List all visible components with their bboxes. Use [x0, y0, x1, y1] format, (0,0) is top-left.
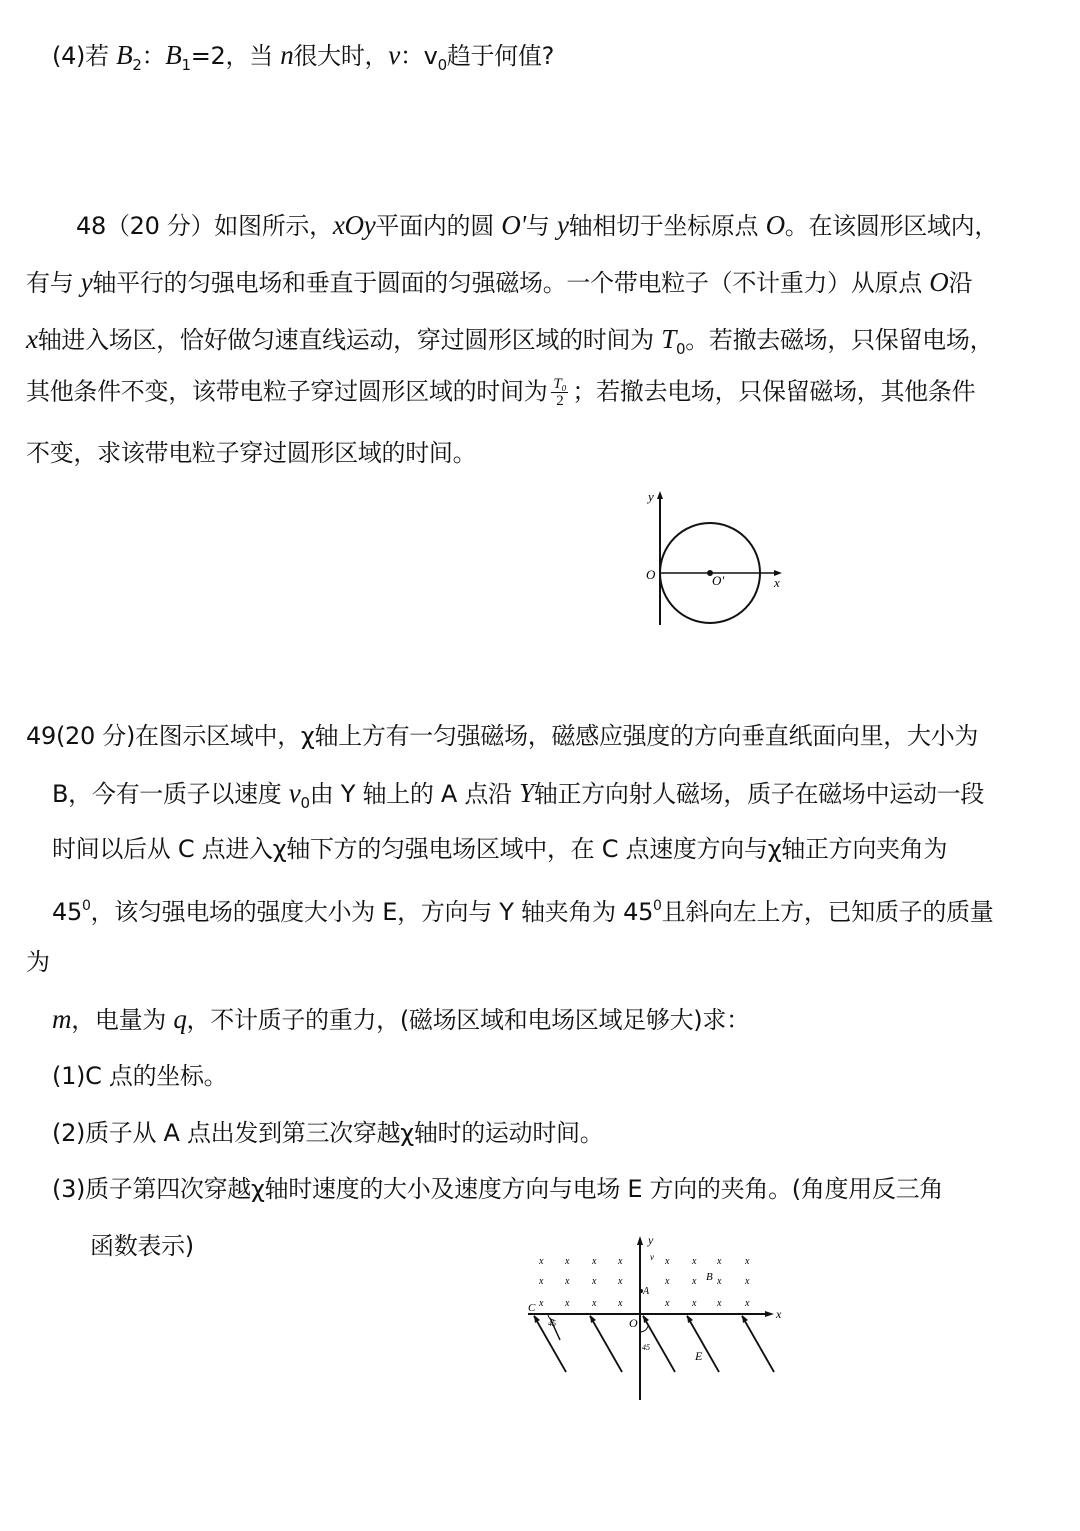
math-variable: m — [52, 1004, 72, 1034]
math-variable: B — [165, 40, 182, 70]
o-label: O — [629, 1316, 638, 1330]
text-line — [90, 1231, 194, 1261]
y-arrow-icon — [657, 491, 663, 499]
magnetic-field-mark: x — [539, 1298, 544, 1309]
text-segment: (3)质子第四次穿越χ轴时速度的大小及速度方向与电场 E 方向的夹角。(角度用反三角 — [52, 1175, 944, 1203]
text-line — [52, 891, 993, 927]
electric-field-line — [742, 1316, 774, 1372]
text-segment: 函数表示) — [90, 1232, 194, 1260]
text-segment: 轴相切于坐标原点 — [568, 212, 766, 240]
text-line — [52, 1174, 943, 1204]
text-line — [52, 778, 984, 818]
text-segment: =2，当 — [190, 42, 281, 70]
text-segment: 48（20 分）如图所示， — [76, 212, 333, 240]
magnetic-field-mark: x — [565, 1276, 570, 1287]
math-variable: Y — [519, 778, 534, 808]
subscript: 0 — [300, 794, 310, 812]
magnetic-field-mark: x — [717, 1298, 722, 1309]
magnetic-field-mark: x — [692, 1256, 697, 1267]
text-segment: ：v — [399, 42, 438, 70]
text-segment: ，该匀强电场的强度大小为 E，方向与 Y 轴夹角为 45 — [90, 898, 654, 926]
math-variable: T — [661, 324, 676, 354]
angle-o-label: 45 — [642, 1343, 650, 1352]
magnetic-field-mark: x — [539, 1256, 544, 1267]
y-label: y — [648, 1233, 654, 1247]
magnetic-field-mark: x — [745, 1276, 750, 1287]
text-segment: 时间以后从 C 点进入χ轴下方的匀强电场区域中，在 C 点速度方向与χ轴正方向夹角为 — [52, 835, 948, 863]
text-segment: 为 — [26, 948, 50, 976]
y-label: y — [648, 489, 654, 504]
text-segment: 45 — [52, 898, 82, 926]
text-segment: 很大时， — [293, 42, 389, 70]
magnetic-field-mark: x — [745, 1256, 750, 1267]
origin-label: O — [646, 567, 656, 582]
math-variable: y — [80, 267, 93, 297]
superscript: 0 — [81, 898, 91, 914]
text-segment: 其他条件不变，该带电粒子穿过圆形区域的时间为 — [26, 377, 548, 406]
math-variable: O — [765, 210, 785, 240]
subscript: 2 — [132, 56, 142, 74]
angle-c-label: 45 — [548, 1319, 556, 1328]
text-line — [26, 721, 978, 751]
magnetic-field-mark: x — [665, 1256, 670, 1267]
text-line — [52, 834, 947, 864]
math-variable: x — [26, 324, 38, 354]
text-segment: ： — [141, 42, 166, 70]
magnetic-field-mark: x — [592, 1256, 597, 1267]
fraction-denominator: 2 — [556, 393, 564, 409]
x-label: x — [776, 1307, 782, 1321]
text-segment: 不变，求该带电粒子穿过圆形区域的时间。 — [26, 439, 477, 467]
text-line — [76, 210, 998, 241]
text-segment: 轴正方向射人磁场，质子在磁场中运动一段 — [533, 780, 985, 808]
magnetic-field-mark: x — [565, 1256, 570, 1267]
text-segment: 趋于何值? — [446, 42, 555, 70]
math-variable: B — [116, 40, 133, 70]
magnetic-field-mark: x — [618, 1298, 623, 1309]
text-line — [52, 1061, 227, 1091]
x-arrow-icon — [765, 1311, 774, 1317]
magnetic-field-mark: x — [665, 1298, 670, 1309]
angle-arc-o — [640, 1326, 648, 1332]
math-variable: O' — [501, 210, 526, 240]
text-segment: 49(20 分)在图示区域中，χ轴上方有一匀强磁场，磁感应强度的方向垂直纸面向里，大小为 — [26, 722, 979, 750]
text-line — [52, 1118, 603, 1148]
text-segment: 平面内的圆 — [375, 212, 502, 240]
math-variable: y — [556, 210, 569, 240]
a-label: A — [643, 1286, 650, 1297]
math-variable: n — [280, 40, 294, 70]
magnetic-field-mark: x — [618, 1256, 623, 1267]
text-segment: 轴平行的匀强电场和垂直于圆面的匀强磁场。一个带电粒子（不计重力）从原点 — [92, 269, 930, 297]
magnetic-field-mark: x — [665, 1276, 670, 1287]
text-line — [52, 1004, 750, 1035]
text-segment: 。在该圆形区域内， — [784, 212, 999, 240]
math-variable: q — [173, 1004, 187, 1034]
math-variable: O — [929, 267, 949, 297]
magnetic-field-mark: x — [692, 1276, 697, 1287]
text-segment: ；若撤去电场，只保留磁场，其他条件 — [572, 377, 976, 406]
text-line — [52, 40, 554, 80]
text-segment: (2)质子从 A 点出发到第三次穿越χ轴时的运动时间。 — [52, 1119, 604, 1147]
subscript: 0 — [675, 340, 686, 358]
b-label: B — [706, 1271, 713, 1283]
subscript: 1 — [181, 56, 191, 74]
fraction-numerator: T₀ — [553, 376, 567, 392]
text-segment: (4)若 — [52, 42, 117, 70]
figure-49-field-diagram — [520, 1230, 790, 1410]
superscript: 0 — [653, 898, 662, 914]
text-segment: 与 — [525, 212, 557, 240]
text-segment: 轴进入场区，恰好做匀速直线运动，穿过圆形区域的时间为 — [37, 326, 662, 354]
text-line — [26, 324, 993, 364]
c-label: C — [528, 1302, 536, 1314]
figure-48-circle-diagram — [630, 485, 790, 635]
text-line — [26, 438, 476, 468]
text-line — [26, 267, 972, 298]
magnetic-field-mark: x — [717, 1276, 722, 1287]
magnetic-field-mark: x — [717, 1256, 722, 1267]
y-arrow-icon — [637, 1236, 643, 1245]
text-segment: ，电量为 — [71, 1006, 174, 1034]
text-line — [26, 376, 975, 409]
math-variable: xOy — [332, 210, 376, 240]
text-segment: 。若撤去磁场，只保留电场， — [685, 326, 994, 354]
text-segment: B，今有一质子以速度 — [52, 780, 289, 808]
math-variable: v — [288, 778, 301, 808]
v-label: v — [650, 1252, 654, 1262]
electric-field-line — [590, 1316, 622, 1372]
text-line — [26, 947, 50, 977]
magnetic-field-mark: x — [692, 1298, 697, 1309]
center-label: O' — [712, 573, 725, 588]
text-segment: 有与 — [26, 269, 81, 297]
text-segment: (1)C 点的坐标。 — [52, 1062, 228, 1090]
math-variable: v — [388, 40, 400, 70]
electric-field-line — [687, 1316, 719, 1372]
magnetic-field-mark: x — [618, 1276, 623, 1287]
e-label: E — [695, 1349, 703, 1363]
text-segment: 沿 — [948, 269, 973, 297]
fraction — [551, 376, 568, 409]
text-segment: ，不计质子的重力，(磁场区域和电场区域足够大)求： — [186, 1006, 750, 1034]
magnetic-field-mark: x — [745, 1298, 750, 1309]
magnetic-field-mark: x — [539, 1276, 544, 1287]
text-segment: 由 Y 轴上的 A 点沿 — [309, 780, 520, 808]
text-segment: 且斜向左上方，已知质子的质量 — [661, 898, 994, 926]
x-label: x — [774, 575, 780, 590]
magnetic-field-mark: x — [565, 1298, 570, 1309]
magnetic-field-mark: x — [592, 1276, 597, 1287]
magnetic-field-mark: x — [592, 1298, 597, 1309]
subscript: 0 — [437, 56, 447, 74]
